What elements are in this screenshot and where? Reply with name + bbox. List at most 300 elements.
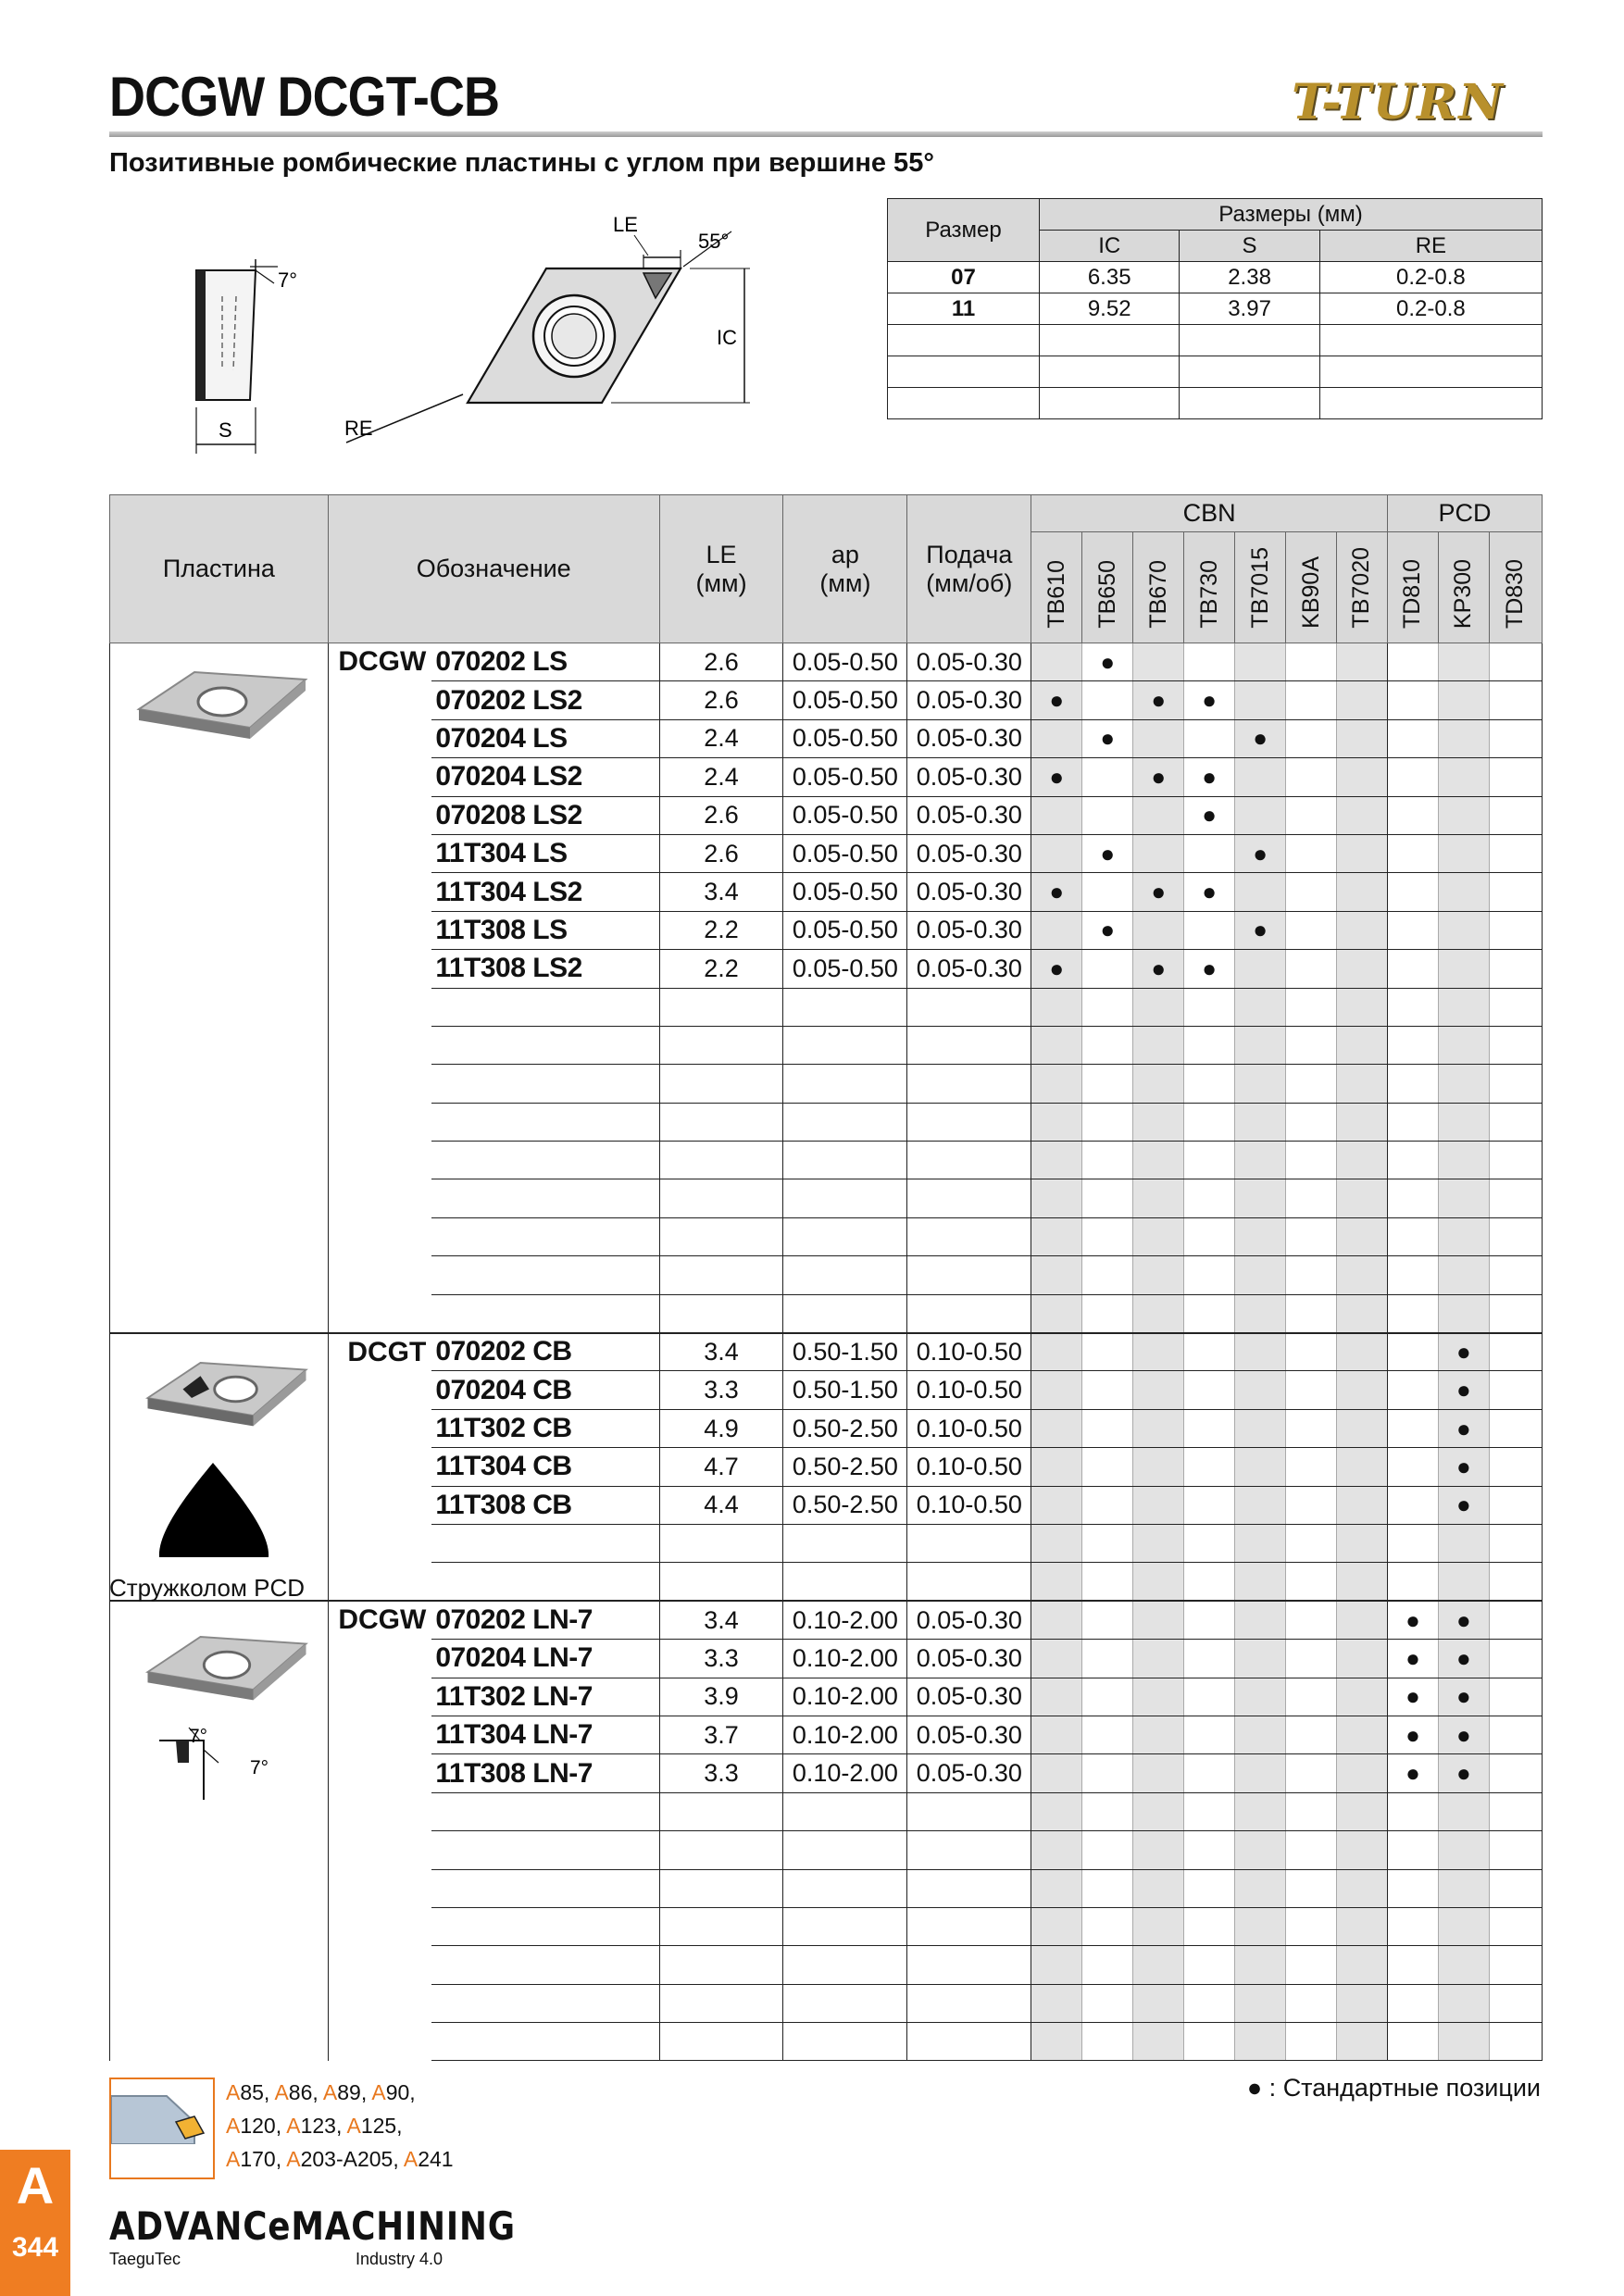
cell-feed — [907, 1217, 1031, 1255]
designation-code: 11T302 LN-7 — [431, 1678, 659, 1716]
cell-feed — [907, 2023, 1031, 2061]
grade-availability-cell — [1337, 643, 1388, 681]
grade-availability-cell — [1286, 1563, 1337, 1601]
grade-availability-cell — [1286, 758, 1337, 796]
designation-code: 070204 LS2 — [431, 758, 659, 796]
grade-availability-cell — [1082, 796, 1133, 834]
header-le-unit: (мм) — [695, 568, 747, 597]
grade-availability-cell — [1133, 988, 1184, 1026]
grade-availability-cell — [1286, 988, 1337, 1026]
table-row — [110, 1601, 1543, 1639]
ln-angle-side: 7° — [250, 1757, 269, 1778]
grade-availability-cell — [1438, 911, 1489, 949]
grade-availability-cell — [1489, 1486, 1542, 1524]
header-grade — [1133, 532, 1184, 643]
grade-availability-cell — [1031, 1716, 1082, 1753]
grade-availability-cell — [1031, 1601, 1082, 1639]
grade-availability-cell — [1438, 758, 1489, 796]
grade-availability-cell — [1438, 643, 1489, 681]
grade-availability-cell — [1133, 1409, 1184, 1447]
grade-availability-cell — [1133, 1792, 1184, 1830]
designation-code — [431, 1563, 659, 1601]
grade-availability-cell — [1387, 1524, 1438, 1562]
cell-ap — [783, 1026, 907, 1064]
grade-availability-cell — [1337, 1486, 1388, 1524]
grade-availability-cell — [1031, 834, 1082, 872]
grade-availability-cell — [1133, 1294, 1184, 1332]
cell-ap: 0.05-0.50 — [783, 643, 907, 681]
grade-availability-cell — [1235, 758, 1286, 796]
dcgw-ls-insert-image — [130, 663, 315, 755]
cell-ap — [783, 1103, 907, 1141]
header-grade-label: TB7015 — [1246, 547, 1273, 629]
grade-availability-cell — [1489, 1984, 1542, 2022]
grade-availability-cell — [1387, 1333, 1438, 1371]
grade-availability-cell: ● — [1438, 1448, 1489, 1486]
grade-availability-cell — [1235, 873, 1286, 911]
designation-code: 070202 LS — [431, 643, 659, 681]
header-grade-label: TB7020 — [1348, 547, 1375, 629]
grade-availability-cell — [1337, 950, 1388, 988]
grade-availability-cell — [1489, 1563, 1542, 1601]
designation-code: 11T308 CB — [431, 1486, 659, 1524]
designation-prefix — [328, 2023, 431, 2061]
grade-availability-cell — [1286, 719, 1337, 757]
grade-availability-cell — [1387, 719, 1438, 757]
grade-availability-cell — [1133, 1601, 1184, 1639]
grade-availability-cell — [1438, 950, 1489, 988]
grade-availability-cell — [1031, 1065, 1082, 1103]
grade-availability-cell — [1082, 1026, 1133, 1064]
grade-availability-cell — [1286, 1217, 1337, 1255]
grade-availability-cell — [1184, 1448, 1235, 1486]
grade-availability-cell: ● — [1184, 950, 1235, 988]
cell-feed: 0.05-0.30 — [907, 758, 1031, 796]
grade-availability-cell — [1082, 1640, 1133, 1678]
grade-availability-cell — [1082, 1371, 1133, 1409]
grade-availability-cell — [1082, 1103, 1133, 1141]
grade-availability-cell — [1337, 911, 1388, 949]
designation-code — [431, 1256, 659, 1294]
grade-availability-cell — [1235, 1217, 1286, 1255]
grade-availability-cell — [1235, 681, 1286, 719]
grade-availability-cell — [1489, 1179, 1542, 1217]
cell-feed: 0.10-0.50 — [907, 1371, 1031, 1409]
designation-prefix — [328, 1179, 431, 1217]
cell-feed — [907, 1984, 1031, 2022]
grade-availability-cell — [1235, 1563, 1286, 1601]
grade-availability-cell — [1387, 1103, 1438, 1141]
grade-availability-cell — [1031, 1256, 1082, 1294]
cell-ap: 0.05-0.50 — [783, 796, 907, 834]
grade-availability-cell — [1184, 1333, 1235, 1371]
grade-availability-cell — [1489, 1678, 1542, 1716]
grade-availability-cell — [1082, 1678, 1133, 1716]
designation-prefix — [328, 719, 431, 757]
grade-availability-cell — [1133, 2023, 1184, 2061]
grade-availability-cell — [1387, 1448, 1438, 1486]
grade-availability-cell — [1438, 2023, 1489, 2061]
grade-availability-cell — [1387, 1065, 1438, 1103]
insert-geometry-diagram — [185, 213, 778, 454]
grade-availability-cell — [1184, 1946, 1235, 1984]
grade-availability-cell: ● — [1031, 873, 1082, 911]
grade-availability-cell — [1337, 1792, 1388, 1830]
grade-availability-cell — [1286, 1754, 1337, 1792]
designation-code: 11T304 LN-7 — [431, 1716, 659, 1753]
grade-availability-cell — [1235, 796, 1286, 834]
grade-availability-cell — [1184, 1103, 1235, 1141]
cell-le: 3.7 — [659, 1716, 783, 1753]
grade-availability-cell — [1133, 1524, 1184, 1562]
grade-availability-cell — [1235, 1678, 1286, 1716]
grade-availability-cell — [1031, 1409, 1082, 1447]
s-label: S — [219, 418, 232, 442]
designation-prefix — [328, 988, 431, 1026]
grade-availability-cell — [1489, 1907, 1542, 1945]
grade-availability-cell — [1337, 1640, 1388, 1678]
grade-availability-cell — [1489, 1946, 1542, 1984]
grade-availability-cell — [1438, 1065, 1489, 1103]
grade-availability-cell — [1286, 1103, 1337, 1141]
cell-feed: 0.05-0.30 — [907, 1640, 1031, 1678]
grade-availability-cell — [1337, 758, 1388, 796]
designation-prefix — [328, 1448, 431, 1486]
grade-availability-cell — [1387, 1371, 1438, 1409]
cell-feed: 0.05-0.30 — [907, 796, 1031, 834]
cell-le — [659, 1792, 783, 1830]
cell-feed — [907, 1026, 1031, 1064]
grade-availability-cell — [1235, 1448, 1286, 1486]
designation-code — [431, 1831, 659, 1869]
grade-availability-cell — [1337, 1142, 1388, 1179]
designation-code: 11T302 CB — [431, 1409, 659, 1447]
cell-feed — [907, 1103, 1031, 1141]
grade-availability-cell — [1337, 1907, 1388, 1945]
grade-availability-cell: ● — [1133, 950, 1184, 988]
designation-code — [431, 1294, 659, 1332]
cell-ap: 0.05-0.50 — [783, 911, 907, 949]
cell-le: 4.7 — [659, 1448, 783, 1486]
grade-availability-cell: ● — [1133, 873, 1184, 911]
grade-availability-cell — [1031, 1179, 1082, 1217]
grade-availability-cell — [1235, 1524, 1286, 1562]
title-rule — [109, 131, 1543, 137]
header-grade-label: KP300 — [1450, 558, 1477, 629]
grade-availability-cell — [1438, 1026, 1489, 1064]
grade-availability-cell — [1438, 719, 1489, 757]
cell-feed — [907, 1524, 1031, 1562]
grade-availability-cell — [1438, 796, 1489, 834]
grade-availability-cell — [1031, 1217, 1082, 1255]
cell-feed — [907, 1179, 1031, 1217]
brand-left: TaeguTec — [109, 2250, 181, 2268]
grade-availability-cell — [1184, 1026, 1235, 1064]
grade-availability-cell — [1235, 1409, 1286, 1447]
grade-availability-cell — [1387, 834, 1438, 872]
grade-availability-cell — [1489, 950, 1542, 988]
designation-code: 070202 LS2 — [431, 681, 659, 719]
dims-row-empty — [888, 388, 1543, 419]
cell-le — [659, 2023, 783, 2061]
grade-availability-cell — [1184, 911, 1235, 949]
grade-availability-cell: ● — [1235, 834, 1286, 872]
grade-availability-cell — [1235, 950, 1286, 988]
cell-ap — [783, 1217, 907, 1255]
header-grade-label: TB670 — [1144, 560, 1171, 629]
product-table — [109, 494, 1543, 2061]
cell-le: 2.6 — [659, 681, 783, 719]
grade-availability-cell — [1286, 1142, 1337, 1179]
header-grade — [1387, 532, 1438, 643]
cell-le — [659, 1831, 783, 1869]
grade-availability-cell — [1133, 1754, 1184, 1792]
cell-feed: 0.10-0.50 — [907, 1333, 1031, 1371]
grade-availability-cell — [1082, 1217, 1133, 1255]
grade-availability-cell — [1337, 1103, 1388, 1141]
grade-availability-cell — [1337, 1065, 1388, 1103]
grade-availability-cell — [1133, 834, 1184, 872]
grade-availability-cell — [1082, 950, 1133, 988]
grade-availability-cell — [1235, 988, 1286, 1026]
header-insert: Пластина — [110, 495, 329, 643]
grade-availability-cell — [1387, 1792, 1438, 1830]
grade-availability-cell — [1031, 1486, 1082, 1524]
grade-availability-cell — [1337, 796, 1388, 834]
grade-availability-cell — [1387, 950, 1438, 988]
cell-feed — [907, 1869, 1031, 1907]
grade-availability-cell — [1286, 873, 1337, 911]
grade-availability-cell — [1387, 1907, 1438, 1945]
cell-feed — [907, 1907, 1031, 1945]
grade-availability-cell — [1235, 1601, 1286, 1639]
grade-availability-cell — [1184, 1601, 1235, 1639]
grade-availability-cell — [1082, 1142, 1133, 1179]
grade-availability-cell: ● — [1438, 1601, 1489, 1639]
grade-availability-cell — [1489, 1831, 1542, 1869]
header-feed — [907, 495, 1031, 643]
header-grade — [1235, 532, 1286, 643]
header-grade — [1438, 532, 1489, 643]
cell-ap: 0.50-1.50 — [783, 1333, 907, 1371]
holder-reference-thumbnail — [109, 2078, 215, 2179]
brand-right: Industry 4.0 — [355, 2250, 443, 2268]
grade-availability-cell — [1184, 2023, 1235, 2061]
header-grade-label: TB730 — [1195, 560, 1222, 629]
grade-availability-cell — [1489, 1142, 1542, 1179]
designation-prefix — [328, 1371, 431, 1409]
grade-availability-cell — [1286, 643, 1337, 681]
dims-row-empty — [888, 356, 1543, 388]
grade-availability-cell — [1387, 1984, 1438, 2022]
grade-availability-cell — [1489, 1371, 1542, 1409]
grade-availability-cell — [1235, 1792, 1286, 1830]
grade-availability-cell — [1082, 1333, 1133, 1371]
grade-availability-cell — [1133, 1869, 1184, 1907]
grade-availability-cell — [1337, 1409, 1388, 1447]
grade-availability-cell — [1489, 1448, 1542, 1486]
grade-availability-cell — [1286, 911, 1337, 949]
cell-feed: 0.05-0.30 — [907, 950, 1031, 988]
grade-availability-cell — [1337, 834, 1388, 872]
designation-code — [431, 1026, 659, 1064]
grade-availability-cell — [1184, 1792, 1235, 1830]
ln-edge-angle-diagram — [148, 1722, 296, 1805]
grade-availability-cell — [1337, 873, 1388, 911]
designation-prefix — [328, 1563, 431, 1601]
grade-availability-cell — [1489, 1103, 1542, 1141]
designation-code — [431, 1792, 659, 1830]
grade-availability-cell — [1031, 2023, 1082, 2061]
grade-availability-cell — [1031, 1524, 1082, 1562]
grade-availability-cell — [1235, 1065, 1286, 1103]
cell-feed: 0.05-0.30 — [907, 1716, 1031, 1753]
grade-availability-cell — [1489, 911, 1542, 949]
cell-ap: 0.10-2.00 — [783, 1678, 907, 1716]
grade-availability-cell — [1286, 950, 1337, 988]
grade-availability-cell — [1286, 1640, 1337, 1678]
grade-availability-cell — [1031, 1640, 1082, 1678]
grade-availability-cell — [1286, 1294, 1337, 1332]
grade-availability-cell — [1184, 988, 1235, 1026]
grade-availability-cell — [1133, 1256, 1184, 1294]
grade-availability-cell — [1286, 2023, 1337, 2061]
legend-standard-items: ● : Стандартные позиции — [1246, 2074, 1541, 2102]
grade-availability-cell — [1387, 643, 1438, 681]
page-subtitle: Позитивные ромбические пластины с углом при вершине 55° — [109, 148, 934, 178]
grade-availability-cell — [1082, 1869, 1133, 1907]
grade-availability-cell — [1438, 1946, 1489, 1984]
dims-ic: 6.35 — [1040, 262, 1180, 293]
grade-availability-cell — [1235, 2023, 1286, 2061]
grade-availability-cell — [1184, 1294, 1235, 1332]
angle55-label: 55° — [698, 230, 730, 253]
grade-availability-cell — [1286, 1256, 1337, 1294]
cell-feed: 0.05-0.30 — [907, 643, 1031, 681]
grade-availability-cell: ● — [1133, 681, 1184, 719]
grade-availability-cell — [1082, 1907, 1133, 1945]
designation-code: 11T304 LS2 — [431, 873, 659, 911]
grade-availability-cell: ● — [1438, 1716, 1489, 1753]
header-grade-label: TD830 — [1502, 558, 1529, 629]
designation-prefix — [328, 1486, 431, 1524]
grade-availability-cell — [1337, 1026, 1388, 1064]
grade-availability-cell — [1337, 1946, 1388, 1984]
grade-availability-cell — [1438, 1984, 1489, 2022]
cell-ap — [783, 1179, 907, 1217]
grade-availability-cell — [1133, 1678, 1184, 1716]
cell-le: 3.3 — [659, 1754, 783, 1792]
designation-code — [431, 1179, 659, 1217]
cell-ap — [783, 1563, 907, 1601]
cell-ap: 0.05-0.50 — [783, 873, 907, 911]
cell-ap — [783, 1984, 907, 2022]
grade-availability-cell — [1286, 1179, 1337, 1217]
grade-availability-cell — [1031, 1907, 1082, 1945]
cell-ap — [783, 1256, 907, 1294]
grade-availability-cell — [1438, 1217, 1489, 1255]
cell-le: 2.2 — [659, 911, 783, 949]
dims-re: 0.2-0.8 — [1319, 262, 1542, 293]
grade-availability-cell — [1489, 1333, 1542, 1371]
cell-feed — [907, 1831, 1031, 1869]
grade-availability-cell: ● — [1387, 1754, 1438, 1792]
grade-availability-cell — [1438, 1792, 1489, 1830]
grade-availability-cell — [1082, 1601, 1133, 1639]
grade-availability-cell — [1438, 873, 1489, 911]
grade-availability-cell — [1082, 1448, 1133, 1486]
grade-availability-cell — [1235, 1103, 1286, 1141]
grade-availability-cell — [1184, 1563, 1235, 1601]
grade-availability-cell — [1133, 1486, 1184, 1524]
grade-availability-cell — [1031, 719, 1082, 757]
header-ap-unit: (мм) — [819, 568, 871, 597]
dims-size: 11 — [888, 293, 1040, 325]
grade-availability-cell — [1082, 1946, 1133, 1984]
grade-availability-cell — [1387, 1563, 1438, 1601]
grade-availability-cell — [1031, 1792, 1082, 1830]
grade-availability-cell — [1184, 643, 1235, 681]
grade-availability-cell — [1489, 1869, 1542, 1907]
dims-ic: 9.52 — [1040, 293, 1180, 325]
cell-feed — [907, 1946, 1031, 1984]
cell-le — [659, 1984, 783, 2022]
designation-code — [431, 1142, 659, 1179]
grade-availability-cell — [1031, 1831, 1082, 1869]
grade-availability-cell — [1133, 1065, 1184, 1103]
cell-ap — [783, 1792, 907, 1830]
grade-availability-cell: ● — [1438, 1486, 1489, 1524]
grade-availability-cell — [1387, 1026, 1438, 1064]
grade-availability-cell — [1438, 1831, 1489, 1869]
grade-availability-cell — [1031, 796, 1082, 834]
designation-code — [431, 1869, 659, 1907]
cell-feed: 0.10-0.50 — [907, 1448, 1031, 1486]
cell-ap — [783, 1065, 907, 1103]
cell-le — [659, 1217, 783, 1255]
dcgt-cb-insert-image — [139, 1352, 315, 1444]
grade-availability-cell — [1438, 1869, 1489, 1907]
grade-availability-cell — [1133, 1333, 1184, 1371]
grade-availability-cell — [1438, 681, 1489, 719]
grade-availability-cell — [1031, 1946, 1082, 1984]
grade-availability-cell — [1387, 1217, 1438, 1255]
grade-availability-cell: ● — [1387, 1601, 1438, 1639]
cell-le — [659, 1026, 783, 1064]
grade-availability-cell — [1286, 1333, 1337, 1371]
cell-ap — [783, 988, 907, 1026]
section-tab-letter: A — [16, 2156, 55, 2215]
cell-ap: 0.05-0.50 — [783, 758, 907, 796]
grade-availability-cell — [1286, 1678, 1337, 1716]
holder-thumbnail-image — [111, 2079, 213, 2177]
designation-prefix — [328, 758, 431, 796]
header-le — [659, 495, 783, 643]
header-ap — [783, 495, 907, 643]
grade-availability-cell — [1082, 1065, 1133, 1103]
designation-prefix — [328, 1524, 431, 1562]
grade-availability-cell — [1337, 719, 1388, 757]
grade-availability-cell — [1184, 1678, 1235, 1716]
designation-code — [431, 1065, 659, 1103]
grade-availability-cell — [1133, 911, 1184, 949]
grade-availability-cell — [1082, 1831, 1133, 1869]
cell-feed: 0.05-0.30 — [907, 1678, 1031, 1716]
cell-ap — [783, 1907, 907, 1945]
designation-prefix — [328, 1409, 431, 1447]
grade-availability-cell — [1031, 911, 1082, 949]
grade-availability-cell — [1489, 1065, 1542, 1103]
